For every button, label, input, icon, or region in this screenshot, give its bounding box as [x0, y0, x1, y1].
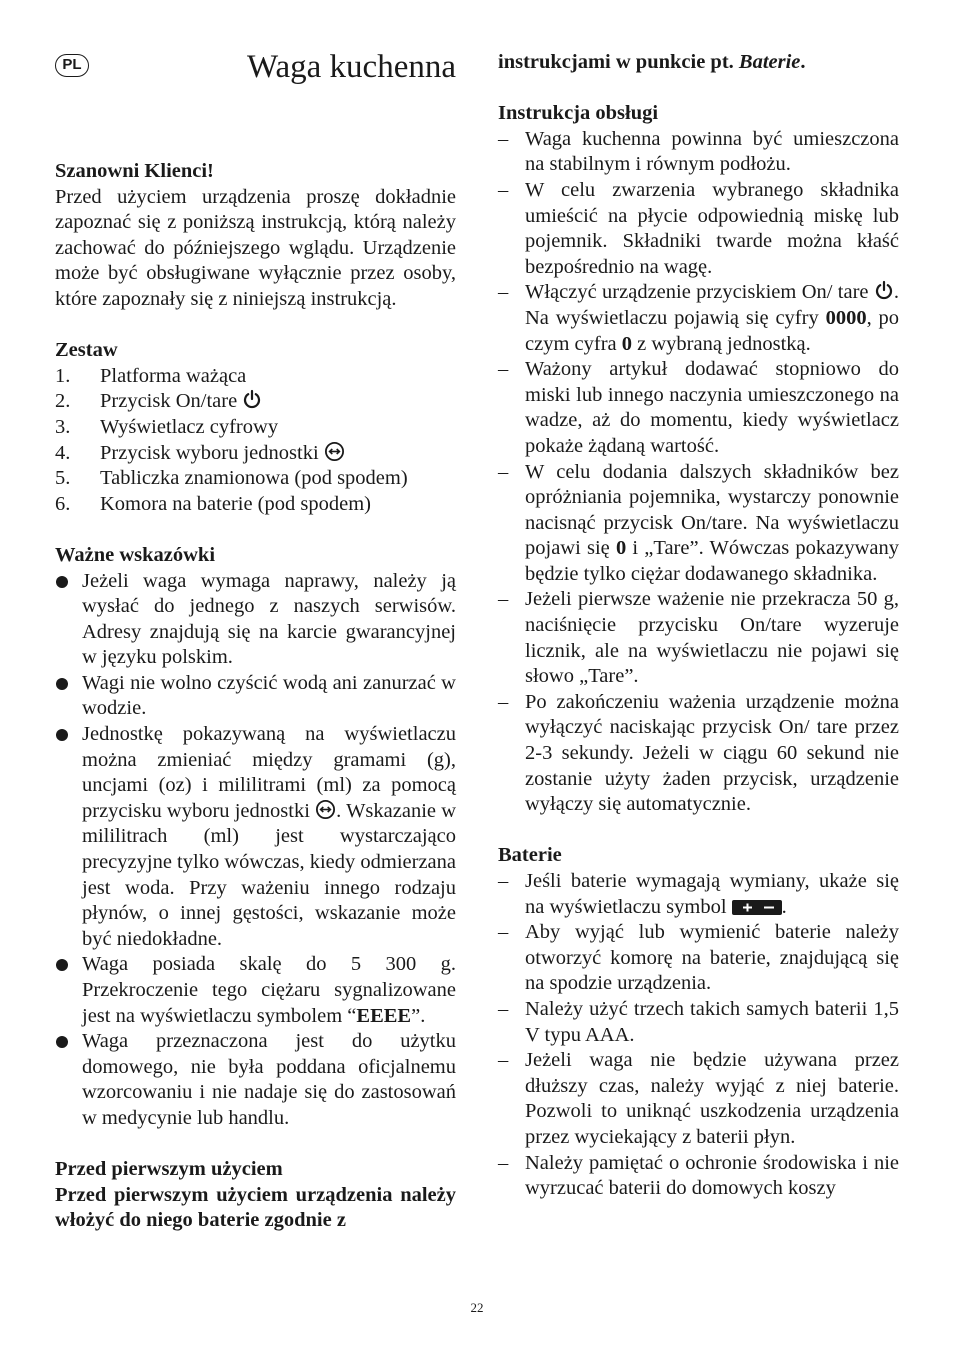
list-item: [55, 1029, 456, 1131]
item-text: i „Tare”. Wówczas pokazywany będzie tylko ciężar dodawanego składnika.: [525, 537, 899, 585]
dash-marker: –: [498, 690, 509, 713]
bullet-icon: [56, 959, 68, 971]
intro-text: Przed użyciem urządzenia proszę dokładnie zapoznać się z poniższą instrukcją, którą należy zachować do późniejszego wglądu. Urządzenie może być obsługiwane wyłącznie przez osoby, które zapoznały się z niniejszą instrukcją.: [55, 185, 456, 310]
dash-marker: –: [498, 1151, 509, 1174]
dash-marker: –: [498, 588, 509, 611]
list-item: [498, 357, 899, 459]
list-item: [55, 466, 456, 492]
operation-heading: Instrukcja obsługi: [498, 102, 659, 125]
important-section: [55, 543, 456, 1132]
item-number: 1.: [55, 364, 71, 387]
item-text: , po czym cyfra: [525, 306, 900, 355]
bullet-icon: [56, 729, 68, 741]
item-text: . Na wyświetlaczu pojawią się cyfry: [525, 281, 899, 329]
bullet-icon: [56, 678, 68, 690]
item-text: Tabliczka znamionowa (pod spodem): [100, 467, 408, 490]
page-title: Waga kuchenna: [247, 49, 456, 85]
dash-marker: –: [498, 870, 509, 892]
item-text: Waga posiada skalę do 5 300 g. Przekroczenie tego ciężaru sygnalizowane jest na wyświetlaczu symbolem “: [82, 953, 456, 1027]
important-heading: Ważne wskazówki: [55, 543, 216, 566]
item-text: Waga przeznaczona jest do użytku domowego, nie była poddana oficjalnemu wzorcowaniu i nie nadaje się do zastosowań w medycynie lub handlu.: [82, 1030, 456, 1129]
dash-marker: –: [498, 281, 509, 304]
display-code: 0: [615, 537, 627, 560]
list-item: [498, 460, 899, 588]
right-column: [498, 0, 899, 1202]
operation-section: [498, 101, 899, 818]
dash-marker: –: [498, 1049, 509, 1072]
dash-marker: –: [498, 921, 509, 944]
item-text: Należy pamiętać o ochronie środowiska i nie wyrzucać baterii do domowych koszy: [525, 1151, 899, 1200]
item-text: Przycisk On/tare: [100, 390, 238, 413]
dash-marker: –: [498, 460, 509, 483]
list-item: [55, 671, 456, 722]
item-text: W celu dodania dalszych składników bez opróżniania pojemnika, wystarczy ponownie nacisnąć przycisk On/tare. Na wyświetlaczu pojawi się: [525, 460, 899, 560]
list-item: [55, 952, 456, 1029]
list-item: [498, 1048, 899, 1150]
bullet-icon: [56, 576, 68, 588]
display-code: 0: [621, 332, 632, 355]
item-text: Po zakończeniu ważenia urządzenie można wyłączyć naciskając przycisk On/ tare przez 2-3 sekundy. Jeżeli w ciągu 60 sekund nie zostanie użyty żaden przycisk, urządzenie wyłączy się automatycznie.: [525, 690, 899, 816]
item-text: Ważony artykuł dodawać stopniowo do miski lub innego naczynia umieszczonego na wadze, aż do momentu, kiedy wyświetlacz pokaże żądaną wartość.: [525, 358, 899, 457]
item-text: . Wskazanie w mililitrach (ml) jest wystarczająco precyzyjne tylko wówczas, kiedy odmierzana jest woda. Przy ważeniu innego rodzaju płynów, o innej gęstości, wskazanie może być niedokładne.: [82, 799, 456, 950]
list-item: [498, 178, 899, 280]
dash-marker: –: [498, 358, 509, 381]
item-text: Przycisk wyboru jednostki: [100, 441, 319, 464]
list-item: [498, 1151, 899, 1202]
power-icon: [242, 389, 262, 410]
item-text: Jeżeli pierwsze ważenie nie przekracza 50 g, naciśnięcie przycisku On/tare wyzeruje licznik, ale na wyświetlaczu nie pojawi się słowo „Tare”.: [525, 588, 899, 688]
set-section: [55, 338, 456, 517]
item-number: 3.: [55, 415, 71, 438]
item-text: Waga kuchenna powinna być umieszczona na stabilnym i równym podłożu.: [525, 127, 899, 176]
page-number: 22: [470, 1300, 484, 1315]
list-item: [498, 280, 899, 357]
list-item: [498, 690, 899, 818]
language-badge: PL: [55, 54, 89, 77]
list-item: [55, 415, 456, 441]
batteries-section: [498, 843, 899, 1201]
batteries-heading: Baterie: [498, 844, 562, 867]
unit-select-icon: [324, 441, 345, 462]
power-icon: [874, 280, 894, 301]
list-item: [55, 722, 456, 952]
bullet-icon: [56, 1036, 68, 1048]
item-text: Należy użyć trzech takich samych baterii 1,5 V typu AAA.: [525, 997, 899, 1046]
batteries-list: [498, 869, 899, 1202]
item-text: ”.: [411, 1004, 426, 1027]
item-number: 6.: [55, 492, 71, 515]
item-text: Jeśli baterie wymagają wymiany, ukaże się na wyświetlaczu symbol: [525, 870, 899, 918]
list-item: [55, 389, 456, 415]
intro-section: [55, 159, 456, 313]
error-code: EEEE: [356, 1004, 412, 1027]
item-text: z wybraną jednostką.: [637, 332, 811, 355]
item-text: Jeżeli waga wymaga naprawy, należy ją wysłać do jednego z naszych serwisów. Adresy znajdują się na karcie gwarancyjnej w języku polskim.: [82, 569, 456, 669]
list-item: [498, 587, 899, 689]
dash-marker: –: [498, 178, 509, 201]
list-item: [498, 997, 899, 1048]
item-text: W celu zwarzenia wybranego składnika umieścić na płycie odpowiednią miskę lub pojemnik. Składniki twarde można kłaść bezpośrednio na wagę.: [525, 178, 899, 278]
important-list: [55, 569, 456, 1132]
battery-low-icon: [732, 899, 782, 916]
item-number: 5.: [55, 467, 71, 490]
first-use-heading: Przed pierwszym użyciem: [55, 1158, 283, 1181]
list-item: [55, 364, 456, 390]
item-text: Jednostkę pokazywaną na wyświetlaczu można zmieniać między gramami (g), uncjami (oz) i mililitrami (ml) za pomocą przycisku wyboru jednostki: [82, 723, 456, 822]
set-heading: Zestaw: [55, 339, 118, 362]
item-text: Aby wyjąć lub wymienić baterie należy otworzyć komorę na baterie, znajdującą się na spodzie urządzenia.: [525, 921, 899, 995]
item-text: Komora na baterie (pod spodem): [100, 492, 371, 515]
item-text: Włączyć urządzenie przyciskiem On/ tare: [525, 281, 869, 304]
first-use-section: [55, 1157, 456, 1234]
item-number: 2.: [55, 390, 71, 413]
list-item: [498, 127, 899, 178]
first-use-text: Przed pierwszym użyciem urządzenia należy włożyć do niego baterie zgodnie z: [55, 1183, 456, 1232]
dash-marker: –: [498, 127, 509, 150]
item-text: Wagi nie wolno czyścić wodą ani zanurzać w wodzie.: [82, 671, 456, 720]
unit-select-icon: [315, 799, 336, 820]
list-item: [55, 492, 456, 518]
operation-list: [498, 127, 899, 818]
set-list: [55, 364, 456, 518]
item-text: .: [781, 895, 787, 918]
intro-heading: Szanowni Klienci!: [55, 160, 214, 182]
display-code: 0000: [825, 306, 867, 329]
first-use-text-continued: instrukcjami w punkcie pt. Baterie.: [498, 51, 806, 73]
left-column: [55, 0, 456, 1234]
battery-section-reference: Baterie: [738, 51, 801, 73]
list-item: [498, 869, 899, 920]
list-item: [55, 569, 456, 671]
item-number: 4.: [55, 441, 71, 464]
item-text: Platforma ważąca: [100, 364, 247, 387]
item-text: Wyświetlacz cyfrowy: [100, 415, 279, 438]
item-text: Jeżeli waga nie będzie używana przez dłuższy czas, należy wyjąć z niej baterie. Pozwoli to uniknąć uszkodzenia urządzenia przez wyciekający z baterii płyn.: [525, 1049, 899, 1148]
list-item: [55, 441, 456, 467]
list-item: [498, 920, 899, 997]
dash-marker: –: [498, 997, 509, 1020]
